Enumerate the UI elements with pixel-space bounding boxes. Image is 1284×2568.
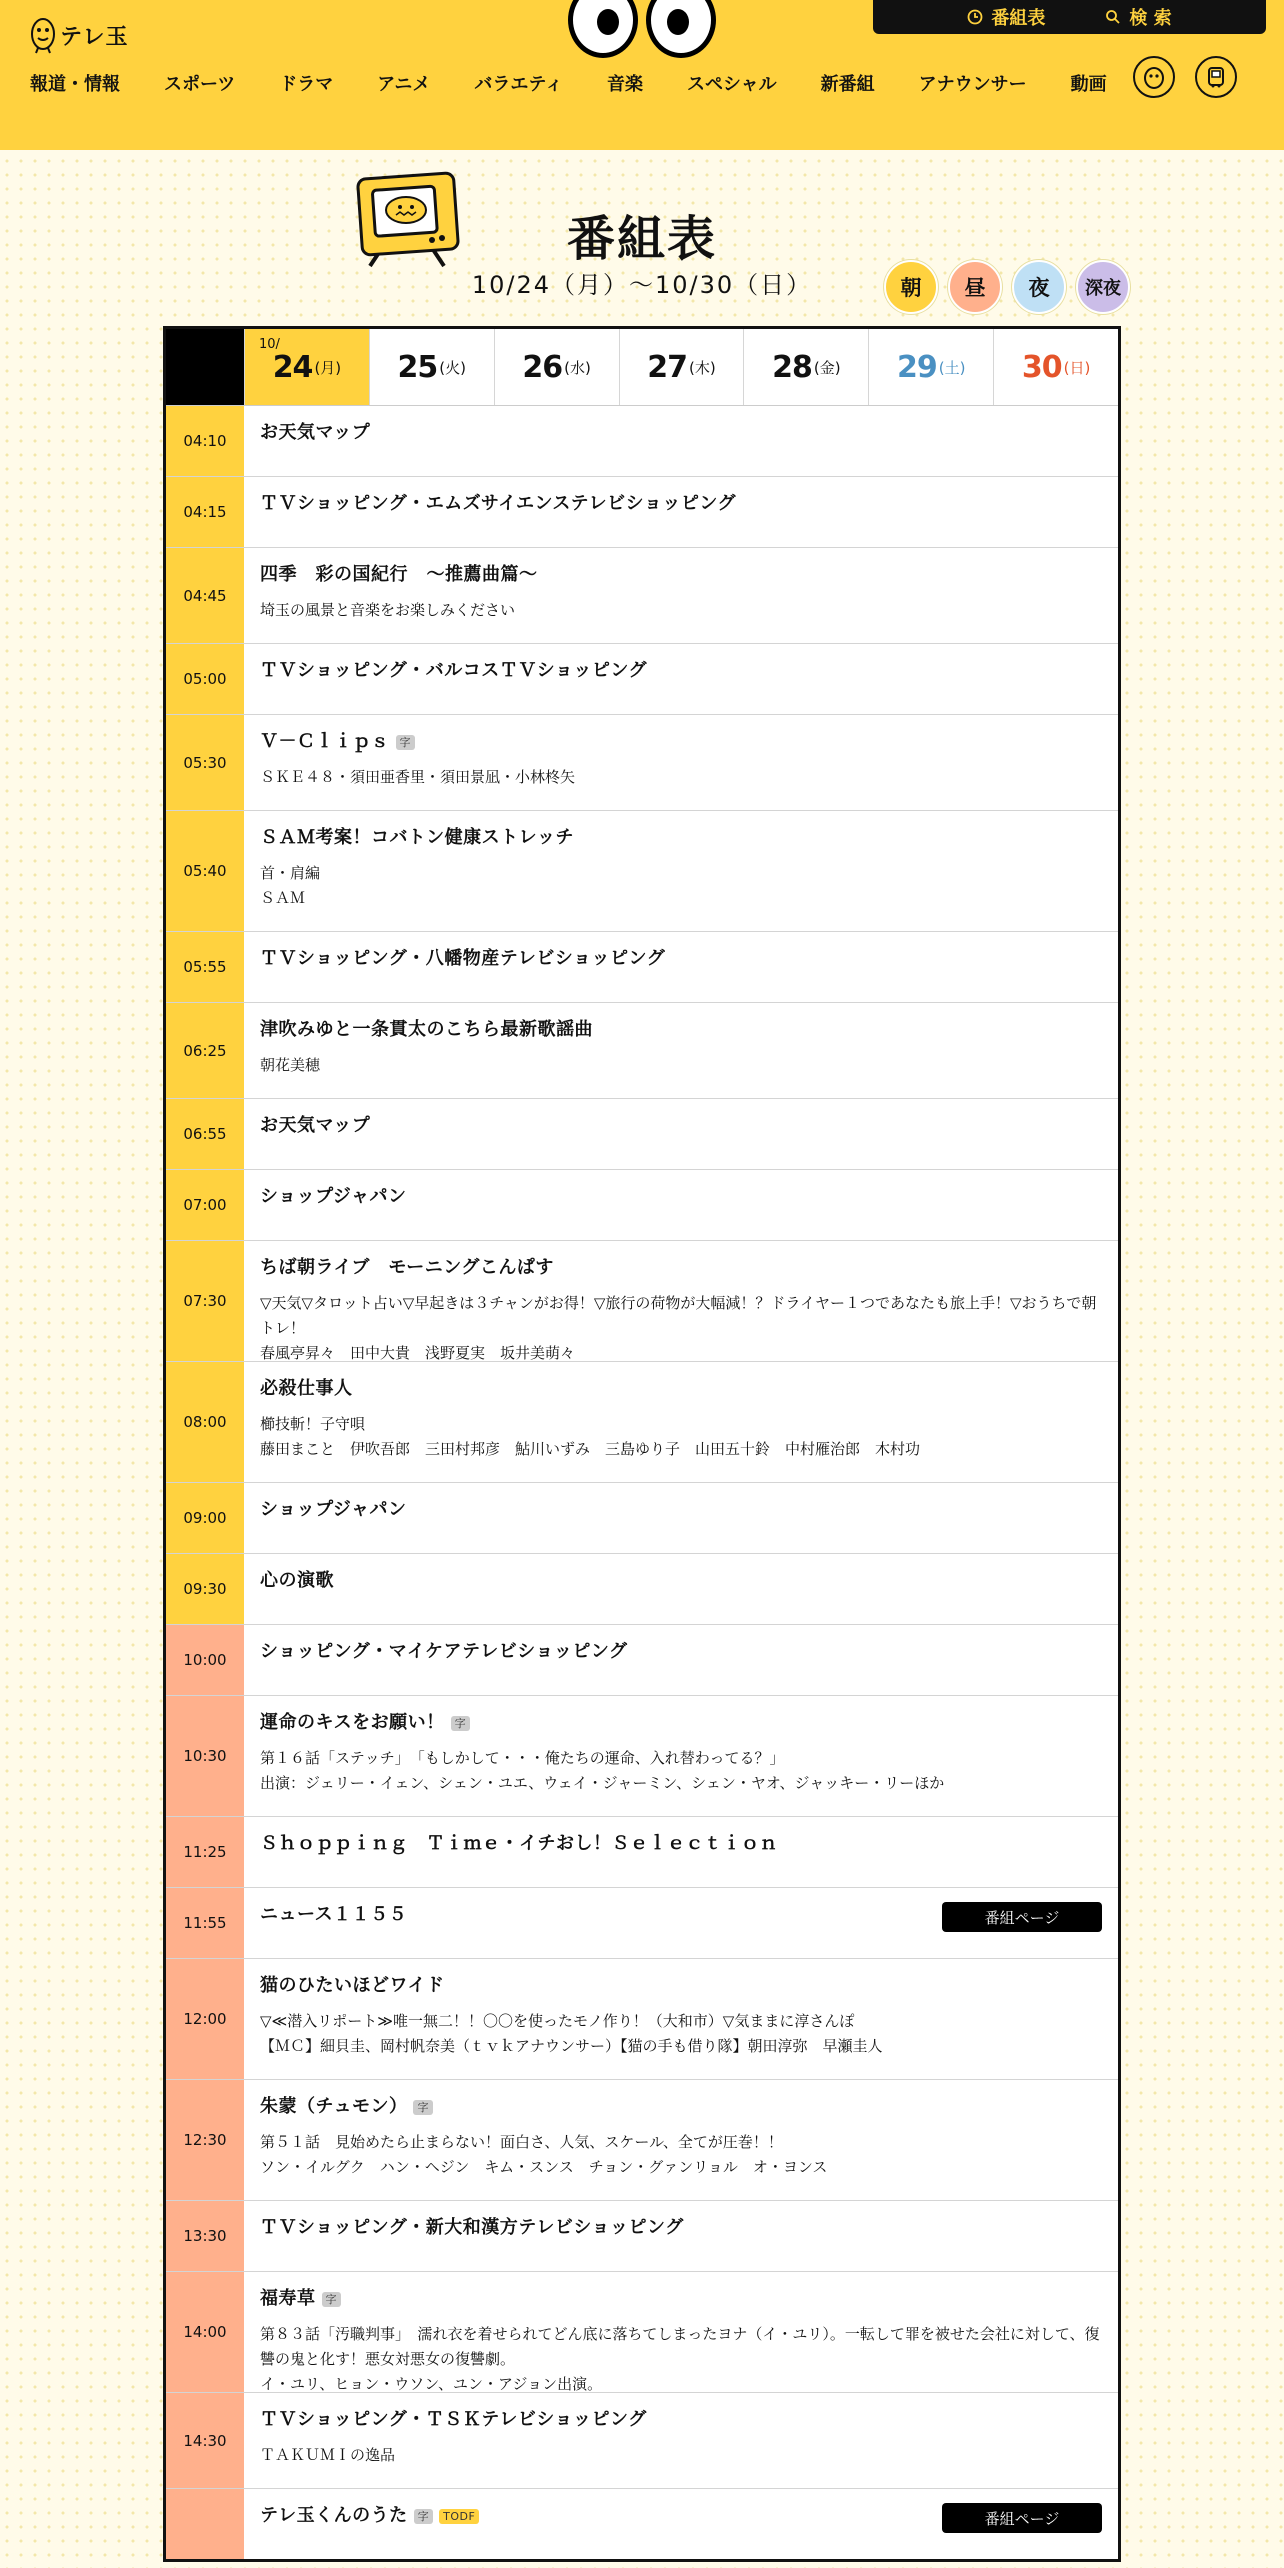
program-time: 13:30 — [166, 2201, 244, 2271]
program-row[interactable] — [166, 1695, 1118, 1816]
program-row[interactable] — [166, 547, 1118, 643]
program-row[interactable] — [166, 2200, 1118, 2271]
left-eye — [568, 0, 638, 58]
program-title-text: ＴＶショッピング・ＴＳＫテレビショッピング — [260, 2409, 647, 2430]
logo-text: テレ玉 — [60, 24, 129, 50]
day-tab[interactable] — [244, 329, 369, 405]
nav-item[interactable]: 新番組 — [820, 74, 875, 95]
site-header — [0, 0, 1284, 150]
program-cell — [244, 2393, 1118, 2488]
program-row[interactable] — [166, 1887, 1118, 1958]
program-title[interactable] — [260, 1572, 1102, 1590]
program-row[interactable] — [166, 2271, 1118, 2392]
day-tab-weekday: (火) — [439, 358, 467, 377]
program-title[interactable] — [260, 733, 1102, 751]
program-title-text: お天気マップ — [260, 1115, 371, 1136]
program-title[interactable] — [260, 662, 1102, 680]
date-range: 10/24（月）〜10/30（日） — [471, 271, 813, 299]
program-title[interactable] — [260, 1643, 1102, 1661]
program-title-text: 津吹みゆと一条貫太のこちら最新歌謡曲 — [260, 1019, 593, 1040]
day-tab-weekday: (金) — [813, 358, 841, 377]
program-title-text: 四季 彩の国紀行 ～推薦曲篇～ — [260, 564, 538, 585]
nav-item[interactable]: 動画 — [1070, 74, 1107, 95]
day-tab-weekday: (月) — [314, 358, 342, 377]
program-time: 07:00 — [166, 1170, 244, 1240]
program-row[interactable] — [166, 1361, 1118, 1482]
program-time — [166, 2489, 244, 2559]
subtitle-badge: 字 — [414, 2509, 434, 2524]
day-tab-date: 29 — [896, 349, 937, 385]
program-cell — [244, 1554, 1118, 1624]
program-title[interactable] — [260, 1714, 1102, 1732]
program-cell — [244, 1483, 1118, 1553]
program-time: 14:30 — [166, 2393, 244, 2488]
program-cell — [244, 1362, 1118, 1482]
program-title-text: ＴＶショッピング・新大和漢方テレビショッピング — [260, 2217, 684, 2238]
subtitle-badge: 字 — [322, 2292, 342, 2307]
program-title-text: ＴＶショッピング・エムズサイエンステレビショッピング — [260, 493, 736, 514]
program-row[interactable] — [166, 1169, 1118, 1240]
time-button-late[interactable]: 深夜 — [1076, 260, 1130, 314]
program-time: 09:30 — [166, 1554, 244, 1624]
program-cell — [244, 1959, 1118, 2079]
main-nav — [30, 70, 1151, 96]
program-page-button[interactable]: 番組ページ — [942, 2503, 1102, 2533]
program-title[interactable] — [260, 1835, 1102, 1853]
subtitle-badge: 字 — [451, 1716, 471, 1731]
nav-item[interactable]: ドラマ — [279, 74, 334, 95]
program-row[interactable] — [166, 1958, 1118, 2079]
program-title-text: 福寿草 — [260, 2288, 316, 2309]
clock-icon — [967, 9, 983, 25]
program-row[interactable] — [166, 2488, 1118, 2559]
mascot-eyes — [568, 0, 716, 62]
program-cell — [244, 1241, 1118, 1361]
program-title-text: 猫のひたいほどワイド — [260, 1975, 445, 1996]
program-time: 12:30 — [166, 2080, 244, 2200]
program-title[interactable] — [260, 2290, 1102, 2308]
header-zigzag-edge — [0, 130, 1284, 150]
program-title-text: ニュース１１５５ — [260, 1904, 408, 1925]
nav-item[interactable]: バラエティ — [474, 74, 563, 95]
schedule-link-label: 番組表 — [991, 8, 1046, 29]
day-tab-date: 25 — [397, 349, 438, 385]
program-description: 埼玉の風景と音楽をお楽しみください — [260, 601, 516, 619]
program-cell — [244, 811, 1118, 931]
program-description: ＳＫＥ４８・須田亜香里・須田景凪・小林柊矢 — [260, 768, 576, 786]
program-title[interactable] — [260, 1188, 1102, 1206]
program-cell — [244, 1888, 1118, 1958]
program-description: 第５１話 見始めたら止まらない！面白さ、人気、スケール、全てが圧巻！！ ソン・イルグク ハン・ヘジン キム・スンス チョン・グァンリョル オ・ヨンス — [260, 2133, 828, 2176]
program-title-text: 心の演歌 — [260, 1570, 334, 1591]
program-title[interactable] — [260, 2411, 1102, 2429]
program-description: ▽天気▽タロット占い▽早起きは３チャンがお得！▽旅行の荷物が大幅減！？ドライヤー１つであなたも旅上手！▽おうちで朝トレ！ 春風亭昇々 田中大貴 浅野夏実 坂井美萌々 — [260, 1294, 1097, 1362]
day-tab-weekday: (日) — [1063, 358, 1091, 377]
program-row[interactable] — [166, 1002, 1118, 1098]
subtitle-badge: 字 — [396, 735, 416, 750]
time-of-day-buttons — [884, 260, 1130, 314]
program-title[interactable] — [260, 495, 1102, 513]
program-title-text: ＴＶショッピング・バルコスＴＶショッピング — [260, 660, 648, 681]
program-title[interactable] — [260, 2098, 1102, 2116]
program-title-text: ショップジャパン — [260, 1499, 407, 1520]
program-cell — [244, 644, 1118, 714]
program-title[interactable] — [260, 424, 1102, 442]
program-title-text: ショップジャパン — [260, 1186, 407, 1207]
program-description: 朝花美穂 — [260, 1056, 321, 1074]
mascot-link-icon[interactable] — [1133, 56, 1175, 98]
day-tab[interactable] — [743, 329, 868, 405]
program-time: 04:15 — [166, 477, 244, 547]
program-description: ▽≪潜入リポート≫唯一無二！！〇〇を使ったモノ作り！（大和市）▽気ままに淳さんぽ 【ＭＣ】細貝圭、岡村帆奈美（ｔｖｋアナウンサー）【猫の手も借り隊】朝田淳弥 早瀬圭人 — [260, 2012, 883, 2055]
program-time: 06:55 — [166, 1099, 244, 1169]
program-title[interactable] — [260, 1380, 1102, 1398]
program-title[interactable] — [260, 1977, 1102, 1995]
program-title[interactable] — [260, 950, 1102, 968]
program-cell — [244, 2272, 1118, 2392]
program-row[interactable] — [166, 476, 1118, 547]
program-description: 首・肩編 ＳＡＭ — [260, 864, 321, 907]
program-title-text: 必殺仕事人 — [260, 1378, 353, 1399]
day-tab[interactable] — [369, 329, 494, 405]
program-row[interactable] — [166, 1482, 1118, 1553]
day-tab-weekday: (木) — [689, 358, 716, 377]
program-cell — [244, 2489, 1118, 2559]
program-row[interactable] — [166, 1624, 1118, 1695]
program-cell — [244, 1099, 1118, 1169]
time-button-morning[interactable]: 朝 — [884, 260, 938, 314]
program-title-text: ちば朝ライブ モーニングこんぱす — [260, 1257, 554, 1278]
program-title-text: テレ玉くんのうた — [260, 2505, 408, 2526]
program-title-text: Ｓｈｏｐｐｉｎｇ Ｔｉｍｅ・イチおし！Ｓｅｌｅｃｔｉｏｎ — [260, 1833, 778, 1854]
day-tab-date: 28 — [772, 349, 812, 385]
program-row[interactable] — [166, 2392, 1118, 2488]
program-time: 05:55 — [166, 932, 244, 1002]
program-page-button[interactable]: 番組ページ — [942, 1902, 1102, 1932]
day-tab[interactable] — [494, 329, 619, 405]
program-cell — [244, 477, 1118, 547]
program-time: 04:45 — [166, 548, 244, 643]
program-time: 05:40 — [166, 811, 244, 931]
program-row[interactable] — [166, 643, 1118, 714]
page-title: 番組表 — [566, 211, 717, 267]
program-title-text: 朱蒙（チュモン） — [260, 2096, 408, 2117]
program-time: 11:55 — [166, 1888, 244, 1958]
program-row[interactable] — [166, 714, 1118, 810]
program-description: 櫛技斬！子守唄 藤田まこと 伊吹吾郎 三田村邦彦 鮎川いずみ 三島ゆり子 山田五十鈴 中村雁治郎 木村功 — [260, 1415, 921, 1458]
program-title[interactable] — [260, 2219, 1102, 2237]
program-list — [166, 406, 1118, 2559]
day-tab-date: 24 — [272, 349, 313, 385]
program-cell — [244, 2080, 1118, 2200]
nav-item[interactable]: 音楽 — [606, 74, 643, 95]
program-cell — [244, 548, 1118, 643]
site-logo[interactable] — [30, 16, 129, 54]
nav-item[interactable]: スペシャル — [686, 74, 777, 95]
program-cell — [244, 1003, 1118, 1098]
program-time: 10:30 — [166, 1696, 244, 1816]
program-title[interactable] — [260, 829, 1102, 847]
program-row[interactable] — [166, 1553, 1118, 1624]
program-time: 08:00 — [166, 1362, 244, 1482]
day-tabs — [166, 329, 1118, 406]
program-cell — [244, 1696, 1118, 1816]
program-row[interactable] — [166, 406, 1118, 476]
schedule-link[interactable] — [967, 4, 1045, 30]
time-button-night[interactable]: 夜 — [1012, 260, 1066, 314]
program-time: 12:00 — [166, 1959, 244, 2079]
program-title-text: ＴＶショッピング・八幡物産テレビショッピング — [260, 948, 666, 969]
day-tab-month: 10/ — [259, 337, 280, 352]
day-tab[interactable] — [619, 329, 744, 405]
program-time: 10:00 — [166, 1625, 244, 1695]
program-title[interactable] — [260, 1117, 1102, 1135]
day-tab-weekday: (土) — [938, 358, 966, 377]
program-title-text: ショッピング・マイケアテレビショッピング — [260, 1641, 628, 1662]
subtitle-badge: 字 — [413, 2100, 433, 2115]
program-title[interactable] — [260, 566, 1102, 584]
search-link-label: 検 索 — [1129, 8, 1172, 29]
program-cell — [244, 406, 1118, 476]
program-row[interactable] — [166, 1816, 1118, 1887]
day-tab-date: 26 — [522, 349, 563, 385]
day-tabs-corner — [166, 329, 244, 405]
program-description: 第１６話「ステッチ」 「もしかして・・・俺たちの運命、入れ替わってる？」 出演：ジェリー・イェン、シェン・ユエ、ウェイ・ジャーミン、シェン・ヤオ、ジャッキー・リーほか — [260, 1749, 945, 1792]
nav-item[interactable]: スポーツ — [164, 74, 236, 95]
program-row[interactable] — [166, 810, 1118, 931]
top-utility-bar — [873, 0, 1266, 34]
search-link[interactable] — [1105, 4, 1171, 30]
program-time: 14:00 — [166, 2272, 244, 2392]
program-description: ＴＡＫＵＭＩの逸品 — [260, 2446, 396, 2464]
nav-item[interactable]: アニメ — [377, 74, 431, 95]
program-time: 07:30 — [166, 1241, 244, 1361]
program-title-text: お天気マップ — [260, 422, 371, 443]
program-time: 05:30 — [166, 715, 244, 810]
time-button-noon[interactable]: 昼 — [948, 260, 1002, 314]
program-time: 06:25 — [166, 1003, 244, 1098]
search-icon — [1105, 9, 1121, 25]
program-time: 04:10 — [166, 406, 244, 476]
program-row[interactable] — [166, 931, 1118, 1002]
day-tab[interactable] — [993, 329, 1118, 405]
day-tab-weekday: (水) — [564, 358, 591, 377]
program-title-text: 運命のキスをお願い！ — [260, 1712, 445, 1733]
program-time: 09:00 — [166, 1483, 244, 1553]
program-title[interactable] — [260, 1021, 1102, 1039]
todf-badge: TODF — [439, 2509, 479, 2524]
program-cell — [244, 1817, 1118, 1887]
nav-item[interactable]: アナウンサー — [918, 74, 1027, 95]
program-title-text: ＳＡＭ考案！コバトン健康ストレッチ — [260, 827, 574, 848]
mascot-icon — [30, 16, 56, 54]
program-title[interactable] — [260, 1501, 1102, 1519]
program-cell — [244, 715, 1118, 810]
program-cell — [244, 2201, 1118, 2271]
day-tab-date: 30 — [1021, 349, 1062, 385]
program-description: 第８３話「汚職判事」 濡れ衣を着せられてどん底に落ちてしまったヨナ（イ・ユリ）。一転して罪を被せた会社に対して、復讐の鬼と化す！悪女対悪女の復讐劇。 イ・ユリ、ヒョン・ウソン、ユン・アジョン出演。 — [260, 2325, 1100, 2393]
program-schedule — [163, 326, 1121, 2562]
program-row[interactable] — [166, 2079, 1118, 2200]
right-eye — [646, 0, 716, 58]
program-row[interactable] — [166, 1098, 1118, 1169]
day-tab-date: 27 — [647, 349, 688, 385]
bus-link-icon[interactable] — [1195, 56, 1237, 98]
program-title[interactable] — [260, 1259, 1102, 1277]
program-cell — [244, 932, 1118, 1002]
nav-icon-links — [1133, 56, 1237, 98]
program-cell — [244, 1170, 1118, 1240]
program-cell — [244, 1625, 1118, 1695]
program-time: 11:25 — [166, 1817, 244, 1887]
program-time: 05:00 — [166, 644, 244, 714]
day-tab[interactable] — [868, 329, 993, 405]
nav-item[interactable]: 報道・情報 — [30, 74, 120, 95]
program-row[interactable] — [166, 1240, 1118, 1361]
program-title-text: Ｖ－Ｃｌｉｐｓ — [260, 731, 390, 752]
